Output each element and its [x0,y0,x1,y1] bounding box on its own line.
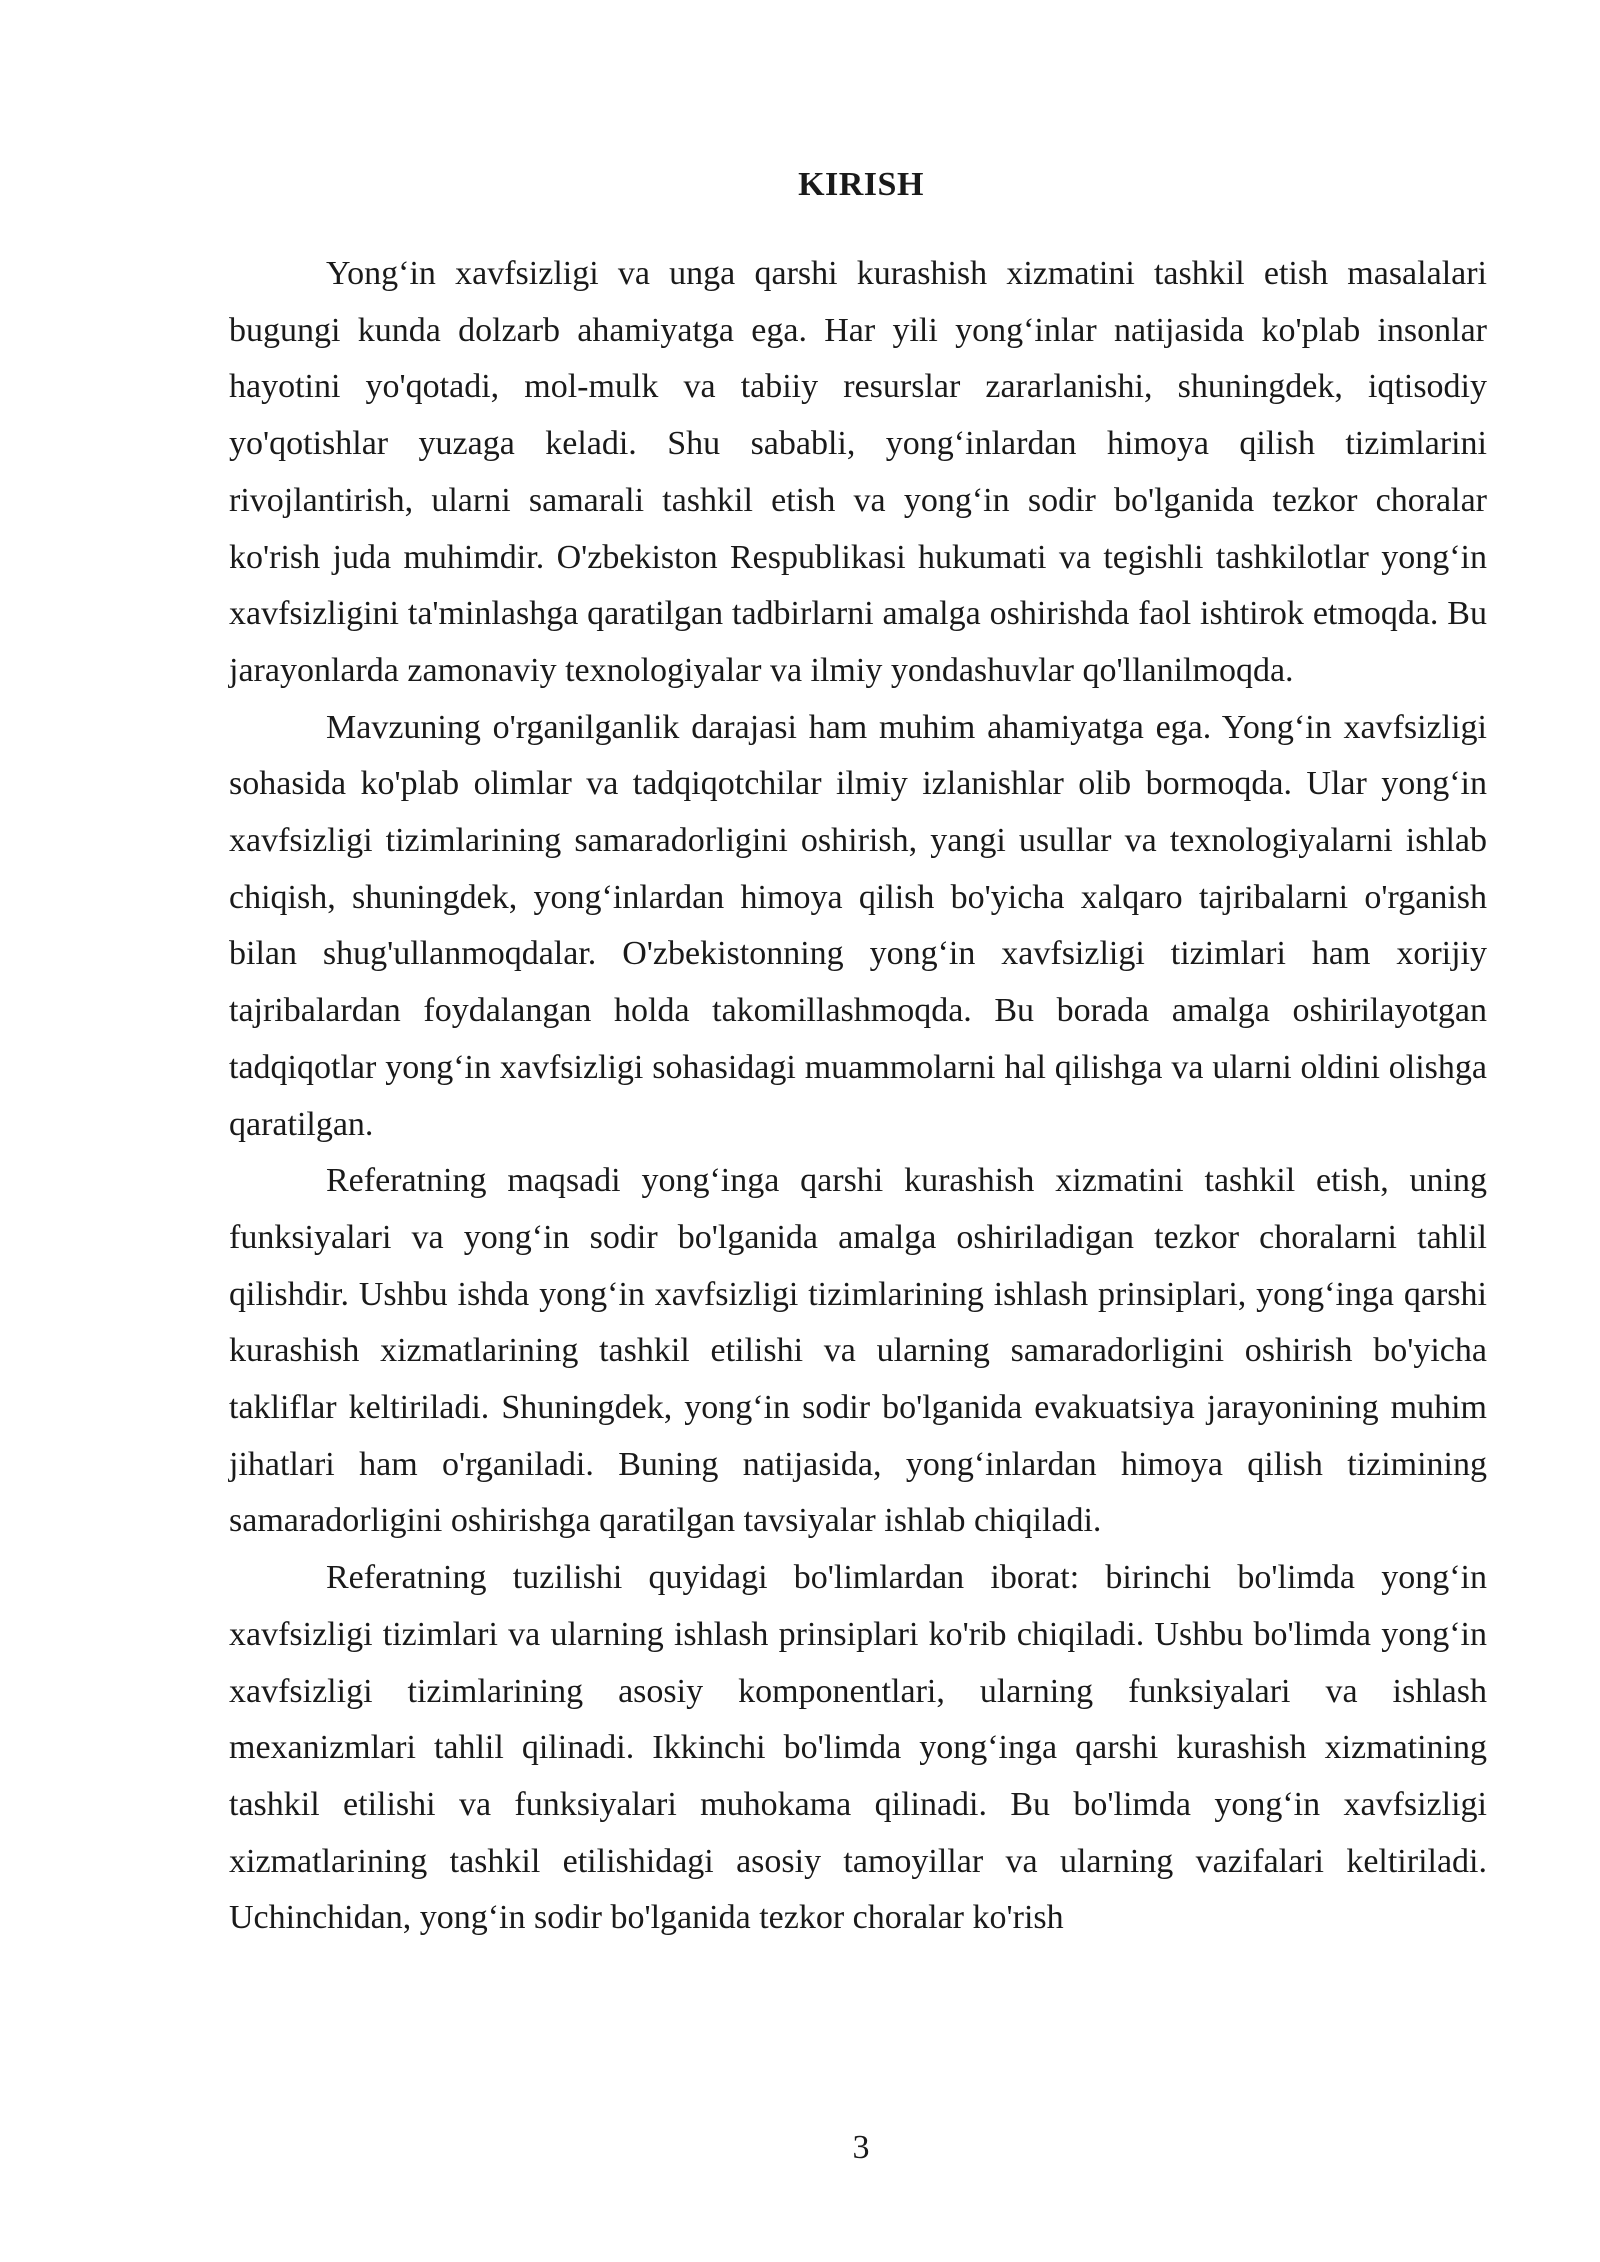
paragraph-intro: Yong‘in xavfsizligi va unga qarshi kurashish xizmatini tashkil etish masalalari bugungi kunda dolzarb ahamiyatga ega. Har yili yong‘inlar natijasida ko'plab insonlar hayotini yo'qotadi, mol-mulk va tabiiy resurslar zararlanishi, shuningdek, iqtisodiy yo'qotishlar yuzaga keladi. Shu sababli, yong‘inlardan himoya qilish tizimlarini rivojlantirish, ularni samarali tashkil etish va yong‘in sodir bo'lganida tezkor choralar ko'rish juda muhimdir. O'zbekiston Respublikasi hukumati va tegishli tashkilotlar yong‘in xavfsizligini ta'minlashga qaratilgan tadbirlarni amalga oshirishda faol ishtirok etmoqda. Bu jarayonlarda zamonaviy texnologiyalar va ilmiy yondashuvlar qo'llanilmoqda. [229,255,1487,689]
page-title: KIRISH [798,166,924,203]
paragraph-structure: Referatning tuzilishi quyidagi bo'limlardan iborat: birinchi bo'limda yong‘in xavfsizligi tizimlari va ularning ishlash prinsiplari ko'rib chiqiladi. Ushbu bo'limda yong‘in xavfsizligi tizimlarining asosiy komponentlari, ularning funksiyalari va ishlash mexanizmlari tahlil qilinadi. Ikkinchi bo'limda yong‘inga qarshi kurashish xizmatining tashkil etilishi va funksiyalari muhokama qilinadi. Bu bo'limda yong‘in xavfsizligi xizmatlarining tashkil etilishidagi asosiy tamoyillar va ularning vazifalari keltiriladi. Uchinchidan, yong‘in sodir bo'lganida tezkor choralar ko'rish [229,1559,1487,1937]
body-text [229,246,1487,1947]
paragraph-study-level: Mavzuning o'rganilganlik darajasi ham muhim ahamiyatga ega. Yong‘in xavfsizligi sohasida ko'plab olimlar va tadqiqotchilar ilmiy izlanishlar olib bormoqda. Ular yong‘in xavfsizligi tizimlarining samaradorligini oshirish, yangi usullar va texnologiyalarni ishlab chiqish, shuningdek, yong‘inlardan himoya qilish bo'yicha xalqaro tajribalarni o'rganish bilan shug'ullanmoqdalar. O'zbekistonning yong‘in xavfsizligi tizimlari ham xorijiy tajribalardan foydalangan holda takomillashmoqda. Bu borada amalga oshirilayotgan tadqiqotlar yong‘in xavfsizligi sohasidagi muammolarni hal qilishga va ularni oldini olishga qaratilgan. [229,708,1487,1143]
paragraph-purpose: Referatning maqsadi yong‘inga qarshi kurashish xizmatini tashkil etish, uning funksiyalari va yong‘in sodir bo'lganida amalga oshiriladigan tezkor choralarni tahlil qilishdir. Ushbu ishda yong‘in xavfsizligi tizimlarining ishlash prinsiplari, yong‘inga qarshi kurashish xizmatlarining tashkil etilishi va ularning samaradorligini oshirish bo'yicha takliflar keltiriladi. Shuningdek, yong‘in sodir bo'lganida evakuatsiya jarayonining muhim jihatlari ham o'rganiladi. Buning natijasida, yong‘inlardan himoya qilish tizimining samaradorligini oshirishga qaratilgan tavsiyalar ishlab chiqiladi. [229,1162,1487,1540]
page-number: 3 [852,2129,870,2166]
